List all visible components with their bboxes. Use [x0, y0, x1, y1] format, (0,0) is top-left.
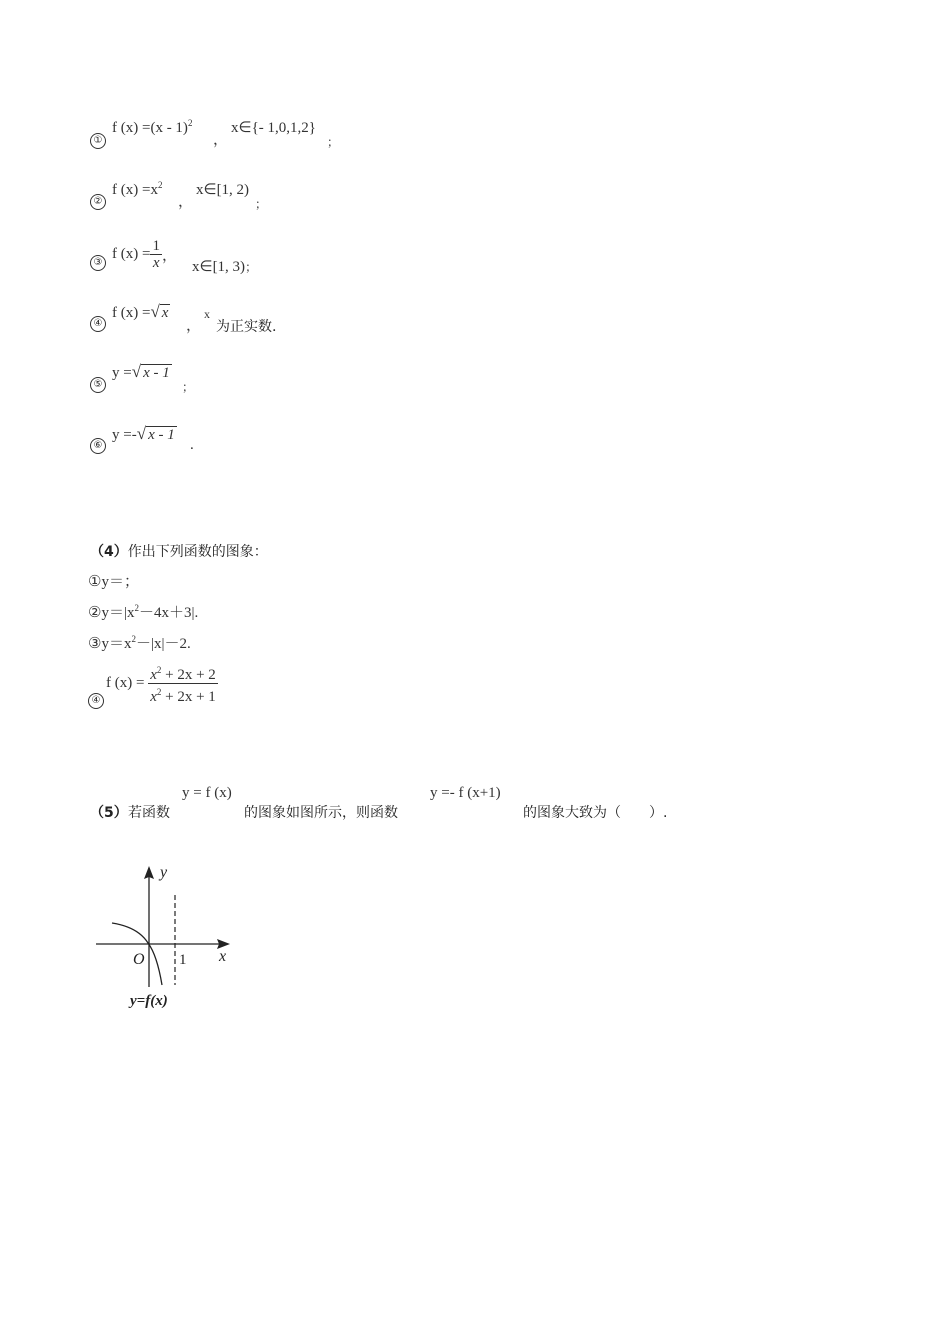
- q4-num-rest: + 2x + 2: [161, 667, 216, 683]
- graph-caption: y=f(x): [130, 993, 168, 1009]
- q5-number-text: （5）: [90, 805, 128, 821]
- q4-line3: [88, 632, 191, 653]
- item1-lhs: f (x) =(x - 1): [112, 120, 188, 136]
- origin-label: O: [133, 951, 145, 968]
- q4-line2: [88, 601, 198, 622]
- item3-lhs: f (x) =: [112, 246, 151, 262]
- q4-line4-lhs: f (x) =: [106, 675, 145, 691]
- x-axis-label: x: [219, 948, 227, 965]
- q4-num-exp: 2: [156, 665, 162, 675]
- item2-formula: [112, 180, 162, 199]
- q5-formula2: y =- f (x+1): [430, 785, 501, 801]
- marker-4: ④: [90, 316, 106, 332]
- item2-domain: x∈[1, 2): [196, 182, 250, 198]
- item1-formula: [112, 118, 192, 137]
- item2-lhs: f (x) =x: [112, 182, 158, 198]
- item3-formula: [112, 238, 177, 271]
- q4-den-rest: + 2x + 1: [161, 689, 216, 705]
- item4-lhs: f (x) =: [112, 305, 151, 321]
- item6-formula: y =-√ x - 1: [112, 424, 175, 443]
- q4-line3-exp: 2: [131, 634, 136, 644]
- q4-line2-exp: 2: [134, 603, 139, 613]
- item4-radicand: x: [161, 305, 169, 321]
- item2-end: ；: [255, 197, 268, 211]
- q5-number: [90, 802, 128, 822]
- item1-end: ；: [327, 135, 340, 149]
- q4-number: （4）: [90, 544, 128, 560]
- function-graph: [90, 855, 250, 1015]
- item2-exp: 2: [157, 180, 163, 190]
- item3-domain: [192, 257, 257, 276]
- item3-sep: ，: [161, 248, 177, 264]
- marker-1: ①: [90, 133, 106, 149]
- item4-formula: f (x) =√ x: [112, 302, 169, 321]
- item5-radicand: x - 1: [143, 365, 170, 381]
- item5-lhs: y =: [112, 365, 132, 381]
- q4-line2-b: －4x＋3|.: [138, 605, 199, 621]
- item3-den: x: [152, 255, 160, 271]
- q4-den-x: x: [150, 689, 157, 705]
- q5-text2: 的图象如图所示，则函数: [244, 805, 398, 821]
- q4-line2-a: ②y＝|x: [88, 605, 135, 621]
- item4-text: 为正实数.: [216, 319, 277, 335]
- q4-title-text: 作出下列函数的图象：: [127, 544, 268, 560]
- q4-line1: ①y＝；: [88, 574, 139, 590]
- q5-formula1: y = f (x): [182, 785, 232, 801]
- item1-sep: ，: [213, 132, 229, 148]
- q4-line4-formula: [106, 662, 218, 705]
- tick-1-label: 1: [179, 952, 187, 968]
- item3-num: 1: [152, 238, 160, 254]
- marker-6: ⑥: [90, 438, 106, 454]
- item6-end: .: [190, 437, 194, 453]
- y-axis-label: y: [160, 864, 168, 881]
- q4-line4-marker: ④: [88, 693, 104, 709]
- marker-2: ②: [90, 194, 106, 210]
- item4-var: x: [204, 307, 210, 321]
- q4-title: [90, 541, 268, 561]
- item6-lhs: y =-: [112, 427, 137, 443]
- q4-num-x: x: [150, 667, 157, 683]
- q5-text3: 的图象大致为（ ）.: [523, 805, 668, 821]
- q4-den-exp: 2: [156, 687, 162, 697]
- item1-domain: x∈{- 1,0,1,2}: [231, 120, 316, 136]
- q5-text1: 若函数: [128, 805, 170, 821]
- item3-domain-text: x∈[1, 3): [192, 259, 246, 275]
- item5-end: ；: [182, 380, 195, 394]
- item6-radicand: x - 1: [148, 427, 175, 443]
- item3-end: ；: [245, 260, 258, 274]
- item4-sep: ，: [186, 318, 202, 334]
- q4-line3-b: －|x|－2.: [135, 636, 191, 652]
- q4-line3-a: ③y＝x: [88, 636, 132, 652]
- item1-exp: 2: [187, 118, 193, 128]
- marker-3: ③: [90, 255, 106, 271]
- item2-sep: ，: [178, 194, 194, 210]
- item5-formula: y =√ x - 1: [112, 362, 170, 381]
- marker-5: ⑤: [90, 377, 106, 393]
